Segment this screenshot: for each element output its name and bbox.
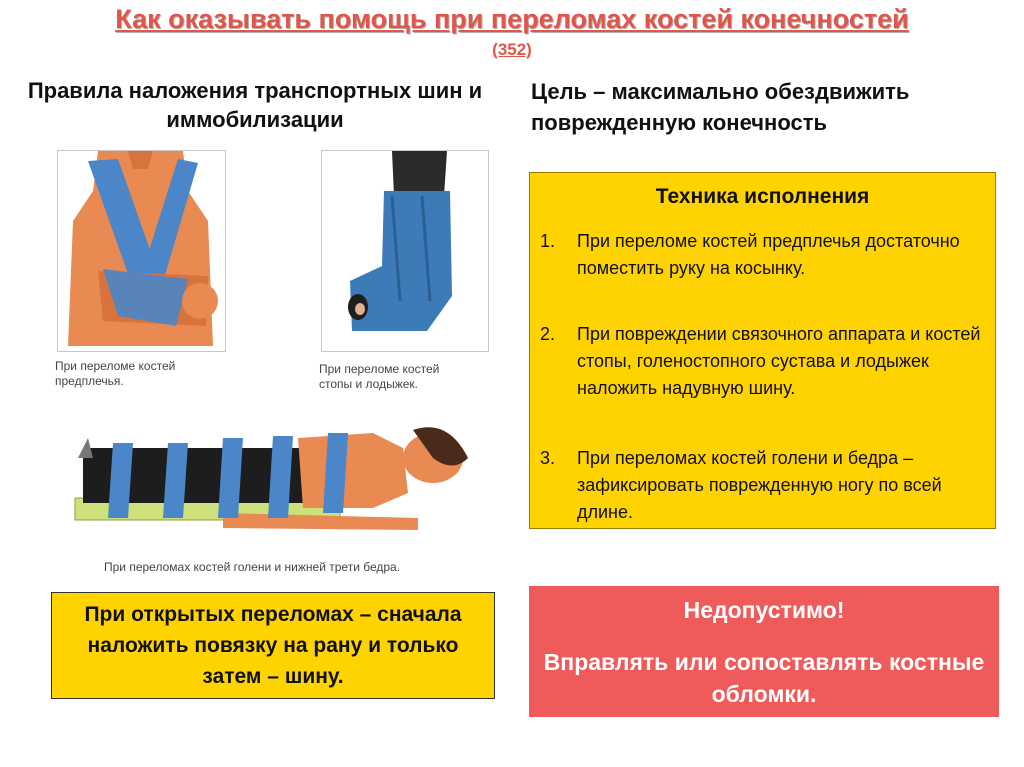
forearm-caption: При переломе костей предплечья.	[55, 359, 176, 388]
technique-item-number: 3.	[540, 448, 556, 468]
warning-title: Недопустимо!	[683, 597, 845, 623]
warning-text: Вправлять или сопоставлять костные обломки.	[543, 649, 985, 707]
leg-splint-illustration	[73, 418, 473, 548]
foot-caption: При переломе костей стопы и лодыжек.	[319, 362, 440, 391]
left-heading: Правила наложения транспортных шин и иммобилизации	[27, 78, 483, 132]
slide-reference: (352)	[492, 40, 532, 59]
technique-title: Техника исполнения	[655, 185, 870, 208]
open-fracture-note: При открытых переломах – сначала наложить повязку на рану и только затем – шину.	[51, 592, 495, 699]
leg-caption: При переломах костей голени и нижней трети бедра.	[104, 560, 401, 574]
forearm-sling-drawing	[58, 151, 225, 351]
technique-item-text: При переломах костей голени и бедра – зафиксировать поврежденную ногу по всей длине.	[577, 448, 942, 522]
technique-item-text: При переломе костей предплечья достаточно поместить руку на косынку.	[577, 231, 960, 278]
slide-title: Как оказывать помощь при переломах костей конечностей	[115, 4, 909, 34]
foot-splint-illustration	[321, 150, 489, 352]
warning-box	[529, 586, 999, 717]
technique-item-number: 1.	[540, 231, 556, 251]
technique-item-number: 2.	[540, 324, 556, 344]
foot-splint-drawing	[322, 151, 488, 351]
right-heading: Цель – максимально обездвижить поврежденную конечность	[531, 79, 910, 135]
technique-box	[529, 172, 996, 529]
forearm-sling-illustration	[57, 150, 226, 352]
leg-splint-drawing	[73, 418, 473, 548]
technique-item-text: При повреждении связочного аппарата и костей стопы, голеностопного сустава и лодыжек наложить надувную шину.	[577, 324, 981, 398]
